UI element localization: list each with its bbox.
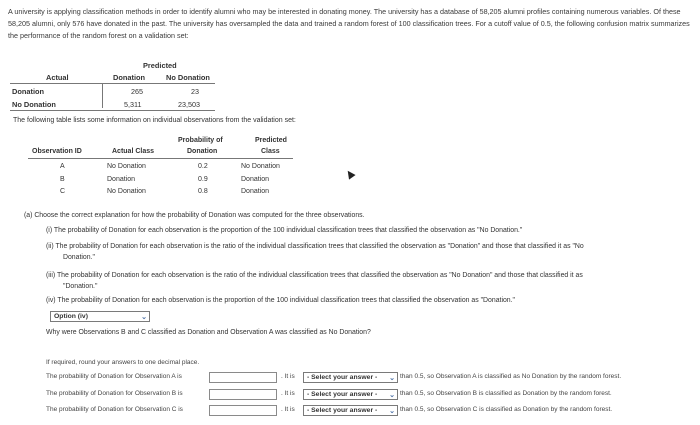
obs-id: A (60, 163, 65, 170)
prob-a-input[interactable] (209, 372, 277, 383)
option-ii-text: (ii) The probability of Donation for each observation is the ratio of the individual classification trees that classified the observation as "Donation" and those that classified it as "No (46, 243, 584, 250)
matrix-vertical-rule (102, 84, 103, 108)
matrix-bottom-rule (10, 110, 215, 111)
actual-class-header: Actual Class (112, 148, 155, 155)
pred-header-line1: Predicted (255, 137, 287, 144)
obs-prob: 0.2 (198, 163, 208, 170)
obs-prob: 0.9 (198, 176, 208, 183)
obs-id-header: Observation ID (32, 148, 82, 155)
prob-b-label: The probability of Donation for Observation B is (46, 390, 183, 397)
tail-text-b: than 0.5, so Observation B is classified as Donation by the random forest. (400, 390, 612, 397)
prob-header-line2: Donation (187, 148, 218, 155)
chevron-down-icon: ⌄ (389, 408, 395, 415)
matrix-cell: 23 (191, 87, 199, 96)
obs-id: B (60, 176, 65, 183)
option-iii-text: (iii) The probability of Donation for each observation is the ratio of the individual classification trees that classified the observation as "No Donation" and those that classified it as (46, 272, 583, 279)
col-no-donation-header: No Donation (166, 73, 210, 82)
prob-c-label: The probability of Donation for Observation C is (46, 406, 183, 413)
it-is-text: . It is (281, 406, 295, 413)
option-iii-text-cont: "Donation." (63, 283, 98, 290)
predicted-header: Predicted (143, 61, 177, 70)
prob-header-line1: Probability of (178, 137, 223, 144)
comparison-select-a[interactable] (303, 372, 398, 383)
chevron-down-icon: ⌄ (141, 314, 147, 321)
col-donation-header: Donation (113, 73, 146, 82)
matrix-header-rule (10, 83, 215, 84)
option-select[interactable] (50, 311, 150, 322)
prob-c-input[interactable] (209, 405, 277, 416)
row-donation-label: Donation (12, 87, 45, 96)
actual-header: Actual (46, 73, 69, 82)
tail-text-c: than 0.5, so Observation C is classified as Donation by the random forest. (400, 406, 613, 413)
obs-pred: Donation (241, 188, 270, 195)
chevron-down-icon: ⌄ (389, 392, 395, 399)
obs-actual: No Donation (107, 163, 146, 170)
prob-b-input[interactable] (209, 389, 277, 400)
problem-intro: A university is applying classification methods in order to identify alumni who may be interested in donating money. The university has a database of 58,205 alumni profiles containing numerous variables. Of these 58,205 alumni, only 576 have donated in the past. The university has oversampled the data and trained a random forest of 100 classification trees. For a cutoff value of 0.5, the following confusion matrix summarizes the performance of the random forest on a validation set: (8, 7, 690, 40)
obs-actual: No Donation (107, 188, 146, 195)
comparison-select-value: - Select your answer - (307, 407, 378, 414)
comparison-select-value: - Select your answer - (307, 374, 378, 381)
tail-text-a: than 0.5, so Observation A is classified as No Donation by the random forest. (400, 373, 622, 380)
option-iv-text: (iv) The probability of Donation for each observation is the proportion of the 100 individual classification trees that classified the observation as "Donation." (46, 297, 515, 304)
why-question: Why were Observations B and C classified as Donation and Observation A was classified as No Donation? (46, 329, 371, 336)
comparison-select-b[interactable] (303, 389, 398, 400)
comparison-select-c[interactable] (303, 405, 398, 416)
matrix-cell: 23,503 (178, 100, 200, 109)
obs-id: C (60, 188, 66, 195)
table-intro: The following table lists some information on individual observations from the validation set: (13, 117, 296, 124)
part-a-question: (a) Choose the correct explanation for how the probability of Donation was computed for the three observations. (24, 212, 365, 219)
matrix-cell: 5,311 (124, 100, 142, 109)
it-is-text: . It is (281, 390, 295, 397)
chevron-down-icon: ⌄ (389, 375, 395, 382)
comparison-select-value: - Select your answer - (307, 391, 378, 398)
option-i-text: (i) The probability of Donation for each observation is the proportion of the 100 individual classification trees that classified the observation as "No Donation." (46, 227, 523, 234)
obs-pred: Donation (241, 176, 270, 183)
obs-actual: Donation (107, 176, 136, 183)
pred-header-line2: Class (261, 148, 280, 155)
prob-a-label: The probability of Donation for Observation A is (46, 373, 182, 380)
mouse-cursor-icon (344, 168, 355, 179)
obs-table-rule (28, 158, 293, 159)
matrix-cell: 265 (131, 87, 143, 96)
option-ii-text-cont: Donation." (63, 254, 95, 261)
obs-pred: No Donation (241, 163, 280, 170)
row-no-donation-label: No Donation (12, 100, 56, 109)
round-note: If required, round your answers to one decimal place. (46, 359, 200, 366)
it-is-text: . It is (281, 373, 295, 380)
obs-prob: 0.8 (198, 188, 208, 195)
option-select-value: Option (iv) (54, 313, 88, 320)
